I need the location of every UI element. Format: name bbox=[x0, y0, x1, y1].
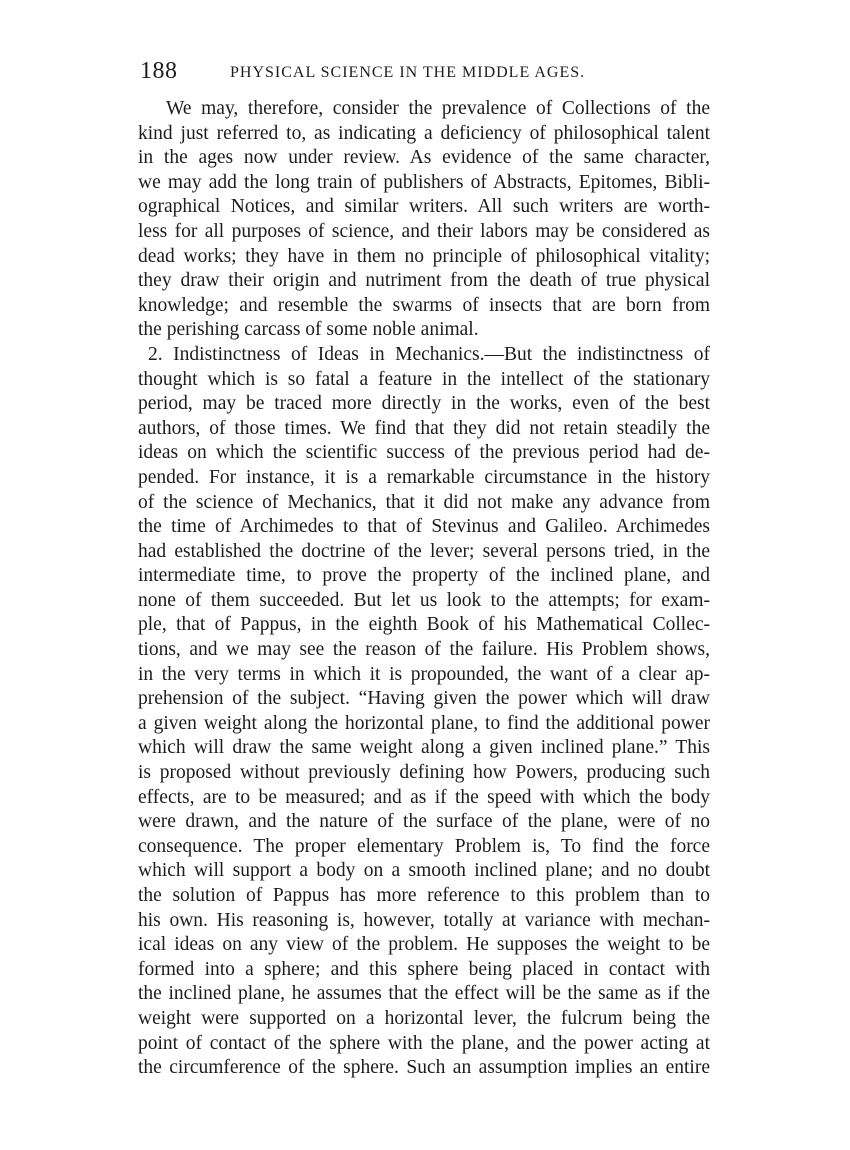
text-line: ple, that of Pappus, in the eighth Book of his Mathematical Collec- bbox=[138, 614, 710, 636]
text-line: dead works; they have in them no principle of philosophical vitality; bbox=[138, 245, 710, 267]
text-line: tions, and we may see the reason of the failure. His Problem shows, bbox=[138, 639, 710, 661]
text-line: knowledge; and resemble the swarms of insects that are born from bbox=[138, 294, 710, 316]
text-line: ographical Notices, and similar writers. All such writers are worth- bbox=[138, 196, 710, 218]
text-line: a given weight along the horizontal plane, to find the additional power bbox=[138, 712, 710, 734]
text-line: his own. His reasoning is, however, totally at variance with mechan- bbox=[138, 909, 710, 931]
text-line: of the science of Mechanics, that it did not make any advance from bbox=[138, 491, 710, 513]
text-line: they draw their origin and nutriment from the death of true physical bbox=[138, 270, 710, 292]
text-line: the circumference of the sphere. Such an assumption implies an entire bbox=[138, 1057, 710, 1079]
text-line: ideas on which the scientific success of the previous period had de- bbox=[138, 442, 710, 464]
text-line: thought which is so fatal a feature in the intellect of the stationary bbox=[138, 368, 710, 390]
running-head: PHYSICAL SCIENCE IN THE MIDDLE AGES. bbox=[230, 64, 586, 81]
text-line: pended. For instance, it is a remarkable circumstance in the history bbox=[138, 466, 710, 488]
text-line: the inclined plane, he assumes that the effect will be the same as if the bbox=[138, 983, 710, 1005]
text-line: weight were supported on a horizontal lever, the fulcrum being the bbox=[138, 1007, 710, 1029]
text-line: in the very terms in which it is propounded, the want of a clear ap- bbox=[138, 663, 710, 685]
text-line: less for all purposes of science, and their labors may be considered as bbox=[138, 220, 710, 242]
page-header bbox=[140, 58, 710, 88]
text-line: authors, of those times. We find that they did not retain steadily the bbox=[138, 417, 710, 439]
text-line: were drawn, and the nature of the surface of the plane, were of no bbox=[138, 811, 710, 833]
text-line: had established the doctrine of the lever; several persons tried, in the bbox=[138, 540, 710, 562]
text-line: in the ages now under review. As evidence of the same character, bbox=[138, 147, 710, 169]
text-line: prehension of the subject. “Having given the power which will draw bbox=[138, 688, 710, 710]
page-number: 188 bbox=[140, 58, 178, 84]
text-line: ical ideas on any view of the problem. He supposes the weight to be bbox=[138, 934, 710, 956]
text-line: is proposed without previously defining how Powers, producing such bbox=[138, 762, 710, 784]
text-line: We may, therefore, consider the prevalence of Collections of the bbox=[166, 98, 710, 119]
text-line: effects, are to be measured; and as if the speed with which the body bbox=[138, 786, 710, 808]
text-line: intermediate time, to prove the property of the inclined plane, and bbox=[138, 565, 710, 587]
section-heading-line: 2. Indistinctness of Ideas in Mechanics.—But the indistinctness of bbox=[148, 343, 710, 365]
text-line: which will draw the same weight along a given inclined plane.” This bbox=[138, 737, 710, 759]
text-line: which will support a body on a smooth inclined plane; and no doubt bbox=[138, 860, 710, 882]
text-line: the time of Archimedes to that of Stevinus and Galileo. Archimedes bbox=[138, 516, 710, 538]
text-line: kind just referred to, as indicating a deficiency of philosophical talent bbox=[138, 122, 710, 144]
text-line: formed into a sphere; and this sphere being placed in contact with bbox=[138, 958, 710, 980]
text-line: consequence. The proper elementary Problem is, To find the force bbox=[138, 835, 710, 857]
text-line: none of them succeeded. But let us look to the attempts; for exam- bbox=[138, 589, 710, 611]
body-text bbox=[138, 97, 710, 1081]
text-line: the perishing carcass of some noble animal. bbox=[138, 319, 479, 341]
text-line: period, may be traced more directly in the works, even of the best bbox=[138, 393, 710, 415]
text-line: the solution of Pappus has more reference to this problem than to bbox=[138, 885, 710, 906]
text-line: point of contact of the sphere with the plane, and the power acting at bbox=[138, 1032, 710, 1054]
text-line: we may add the long train of publishers of Abstracts, Epitomes, Bibli- bbox=[138, 171, 710, 193]
